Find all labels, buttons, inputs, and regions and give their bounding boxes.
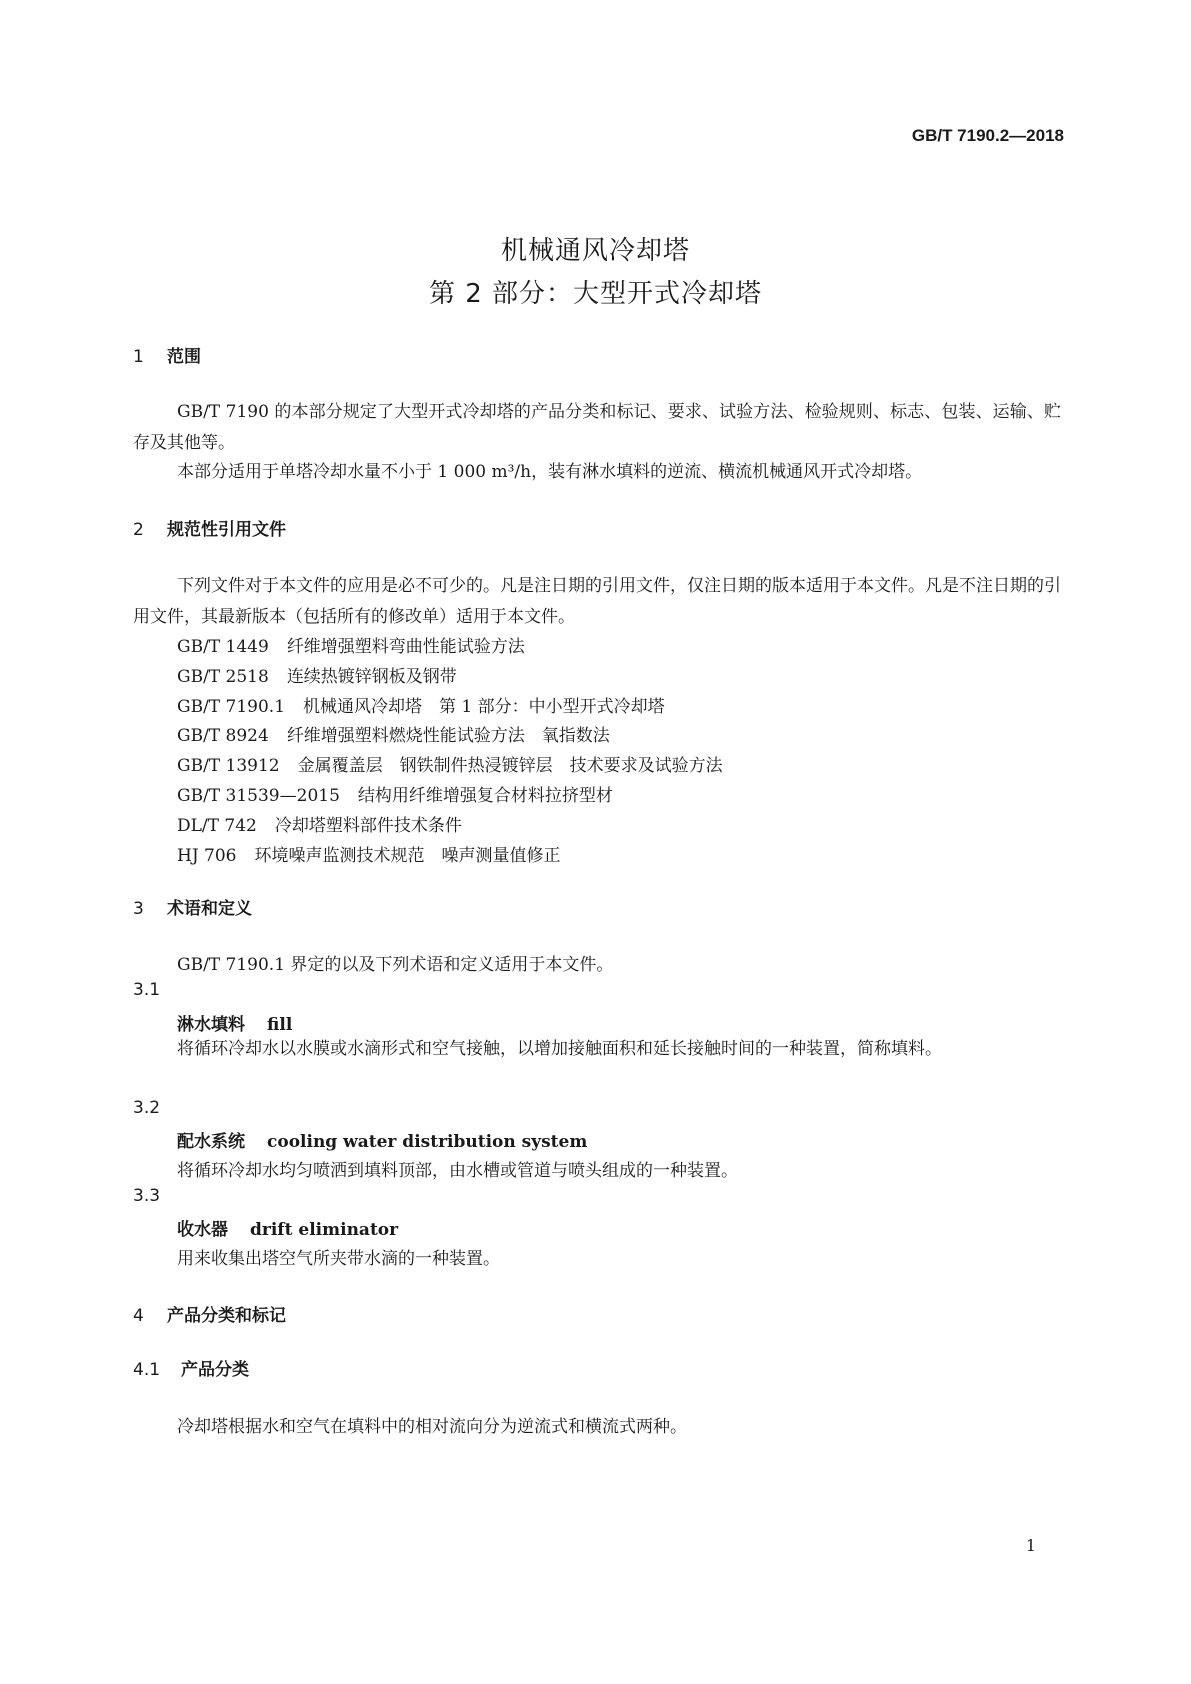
subsection-number: 4.1 [133, 1360, 161, 1380]
section-1-paragraph-2: 本部分适用于单塔冷却水量不小于 1 000 m³/h，装有淋水填料的逆流、横流机械通风开式冷却塔。 [177, 462, 923, 482]
reference-title: 机械通风冷却塔 第 1 部分：中小型开式冷却塔 [303, 697, 665, 717]
term-entry [177, 1127, 587, 1152]
reference-code: GB/T 13912 [177, 756, 280, 776]
reference-item [177, 781, 613, 806]
reference-code: DL/T 742 [177, 816, 257, 836]
term-chinese: 收水器 [177, 1220, 228, 1240]
reference-item [177, 721, 610, 746]
page-number: 1 [1025, 1536, 1036, 1555]
term-chinese: 淋水填料 [177, 1015, 245, 1035]
section-3-heading [133, 894, 252, 919]
reference-item [177, 841, 561, 866]
reference-title: 结构用纤维增强复合材料拉挤型材 [357, 786, 613, 806]
reference-title: 金属覆盖层 钢铁制件热浸镀锌层 技术要求及试验方法 [297, 756, 723, 776]
section-number: 4 [133, 1306, 144, 1326]
term-number: 3.3 [133, 1186, 161, 1206]
subsection-4-1-paragraph-1: 冷却塔根据水和空气在填料中的相对流向分为逆流式和横流式两种。 [177, 1417, 687, 1437]
term-entry [177, 1215, 398, 1240]
term-definition: 将循环冷却水均匀喷洒到填料顶部，由水槽或管道与喷头组成的一种装置。 [177, 1161, 738, 1181]
term-number: 3.1 [133, 980, 161, 1000]
reference-code: GB/T 7190.1 [177, 697, 286, 717]
section-title: 规范性引用文件 [167, 520, 286, 540]
term-number: 3.2 [133, 1098, 161, 1118]
reference-title: 环境噪声监测技术规范 噪声测量值修正 [254, 846, 561, 866]
reference-code: GB/T 31539—2015 [177, 786, 340, 806]
standard-code: GB/T 7190.2—2018 [911, 126, 1064, 145]
reference-code: GB/T 1449 [177, 637, 269, 657]
term-definition: 用来收集出塔空气所夹带水滴的一种装置。 [177, 1249, 500, 1269]
section-4-heading [133, 1301, 286, 1326]
term-english: fill [267, 1015, 293, 1035]
section-2-heading [133, 515, 286, 540]
section-3-paragraph-1: GB/T 7190.1 界定的以及下列术语和定义适用于本文件。 [177, 955, 614, 975]
section-2-paragraph-1: 下列文件对于本文件的应用是必不可少的。凡是注日期的引用文件，仅注日期的版本适用于本文件。凡是不注日期的引用文件，其最新版本（包括所有的修改单）适用于本文件。 [133, 576, 1061, 627]
reference-title: 冷却塔塑料部件技术条件 [274, 816, 462, 836]
reference-code: HJ 706 [177, 846, 237, 866]
document-subtitle: 第 2 部分：大型开式冷却塔 [428, 279, 763, 309]
section-title: 术语和定义 [167, 899, 252, 919]
section-title: 产品分类和标记 [167, 1306, 286, 1326]
reference-item [177, 811, 462, 836]
section-title: 范围 [167, 347, 201, 367]
document-title: 机械通风冷却塔 [500, 236, 690, 266]
reference-title: 纤维增强塑料弯曲性能试验方法 [286, 637, 525, 657]
section-number: 1 [133, 347, 144, 367]
term-chinese: 配水系统 [177, 1132, 245, 1152]
reference-code: GB/T 8924 [177, 726, 269, 746]
subsection-title: 产品分类 [181, 1360, 249, 1380]
term-english: cooling water distribution system [267, 1132, 588, 1152]
term-english: drift eliminator [250, 1220, 399, 1240]
reference-item [177, 632, 525, 657]
section-1-heading [133, 342, 201, 367]
subsection-4-1-heading [133, 1355, 249, 1380]
term-definition: 将循环冷却水以水膜或水滴形式和空气接触，以增加接触面积和延长接触时间的一种装置，简称填料。 [177, 1039, 942, 1059]
reference-code: GB/T 2518 [177, 667, 269, 687]
section-number: 2 [133, 520, 144, 540]
term-entry [177, 1010, 292, 1035]
reference-item [177, 751, 723, 776]
section-number: 3 [133, 899, 144, 919]
section-1-paragraph-1: GB/T 7190 的本部分规定了大型开式冷却塔的产品分类和标记、要求、试验方法、检验规则、标志、包装、运输、贮存及其他等。 [133, 402, 1061, 453]
reference-item [177, 692, 665, 717]
reference-title: 连续热镀锌钢板及钢带 [286, 667, 457, 687]
reference-title: 纤维增强塑料燃烧性能试验方法 氧指数法 [286, 726, 610, 746]
reference-item [177, 662, 457, 687]
